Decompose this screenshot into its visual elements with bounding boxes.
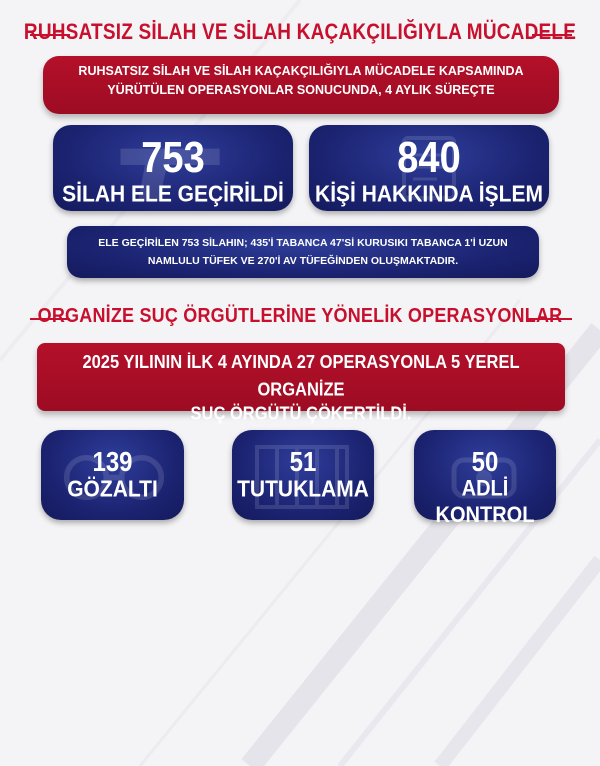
section-title-organized-crime: ORGANİZE SUÇ ÖRGÜTLERİNE YÖNELİK OPERASYONLAR: [37, 303, 563, 327]
stat-card-detention: [41, 430, 184, 520]
persons-processed-number: 840: [397, 133, 461, 183]
judicial-control-number: 50: [471, 446, 499, 478]
persons-processed-card: [309, 125, 549, 211]
arrest-label: TUTUKLAMA: [237, 476, 369, 503]
section-title-weapons: RUHSATSIZ SİLAH VE SİLAH KAÇAKÇILIĞIYLA MÜCADELE: [23, 20, 577, 45]
persons-processed-label: KİŞİ HAKKINDA İŞLEM: [315, 181, 543, 208]
stat-card-arrest: [232, 430, 374, 520]
breakdown-line-2: NAMLULU TÜFEK VE 270'İ AV TÜFEĞİNDEN OLUŞMAKTADIR.: [147, 255, 459, 267]
weapons-seized-card: [53, 125, 293, 211]
organized-crime-banner: [37, 343, 565, 424]
org-banner-line-2: SUÇ ÖRGÜTÜ ÇÖKERTİLDİ.: [190, 404, 412, 424]
weapons-seized-number: 753: [141, 133, 205, 183]
detention-number: 139: [92, 446, 133, 478]
detention-label: GÖZALTI: [67, 476, 158, 503]
banner-line-1: RUHSATSIZ SİLAH VE SİLAH KAÇAKÇILIĞIYLA MÜCADELE KAPSAMINDA: [78, 64, 524, 78]
stat-card-judicial-control: [414, 430, 556, 528]
arrest-number: 51: [289, 446, 317, 478]
weapons-breakdown-box: [67, 226, 539, 278]
breakdown-line-1: ELE GEÇİRİLEN 753 SİLAHIN; 435'İ TABANCA 47'Sİ KURUSIKI TABANCA 1'İ UZUN: [98, 237, 508, 249]
banner-line-2: YÜRÜTÜLEN OPERASYONLAR SONUCUNDA, 4 AYLIK SÜREÇTE: [107, 83, 495, 97]
judicial-control-label: ADLİ KONTROL: [435, 476, 535, 528]
weapons-intro-banner: [43, 56, 559, 114]
weapons-seized-label: SİLAH ELE GEÇİRİLDİ: [62, 181, 284, 208]
org-banner-line-1: 2025 YILININ İLK 4 AYINDA 27 OPERASYONLA 5 YEREL ORGANİZE: [82, 352, 520, 401]
